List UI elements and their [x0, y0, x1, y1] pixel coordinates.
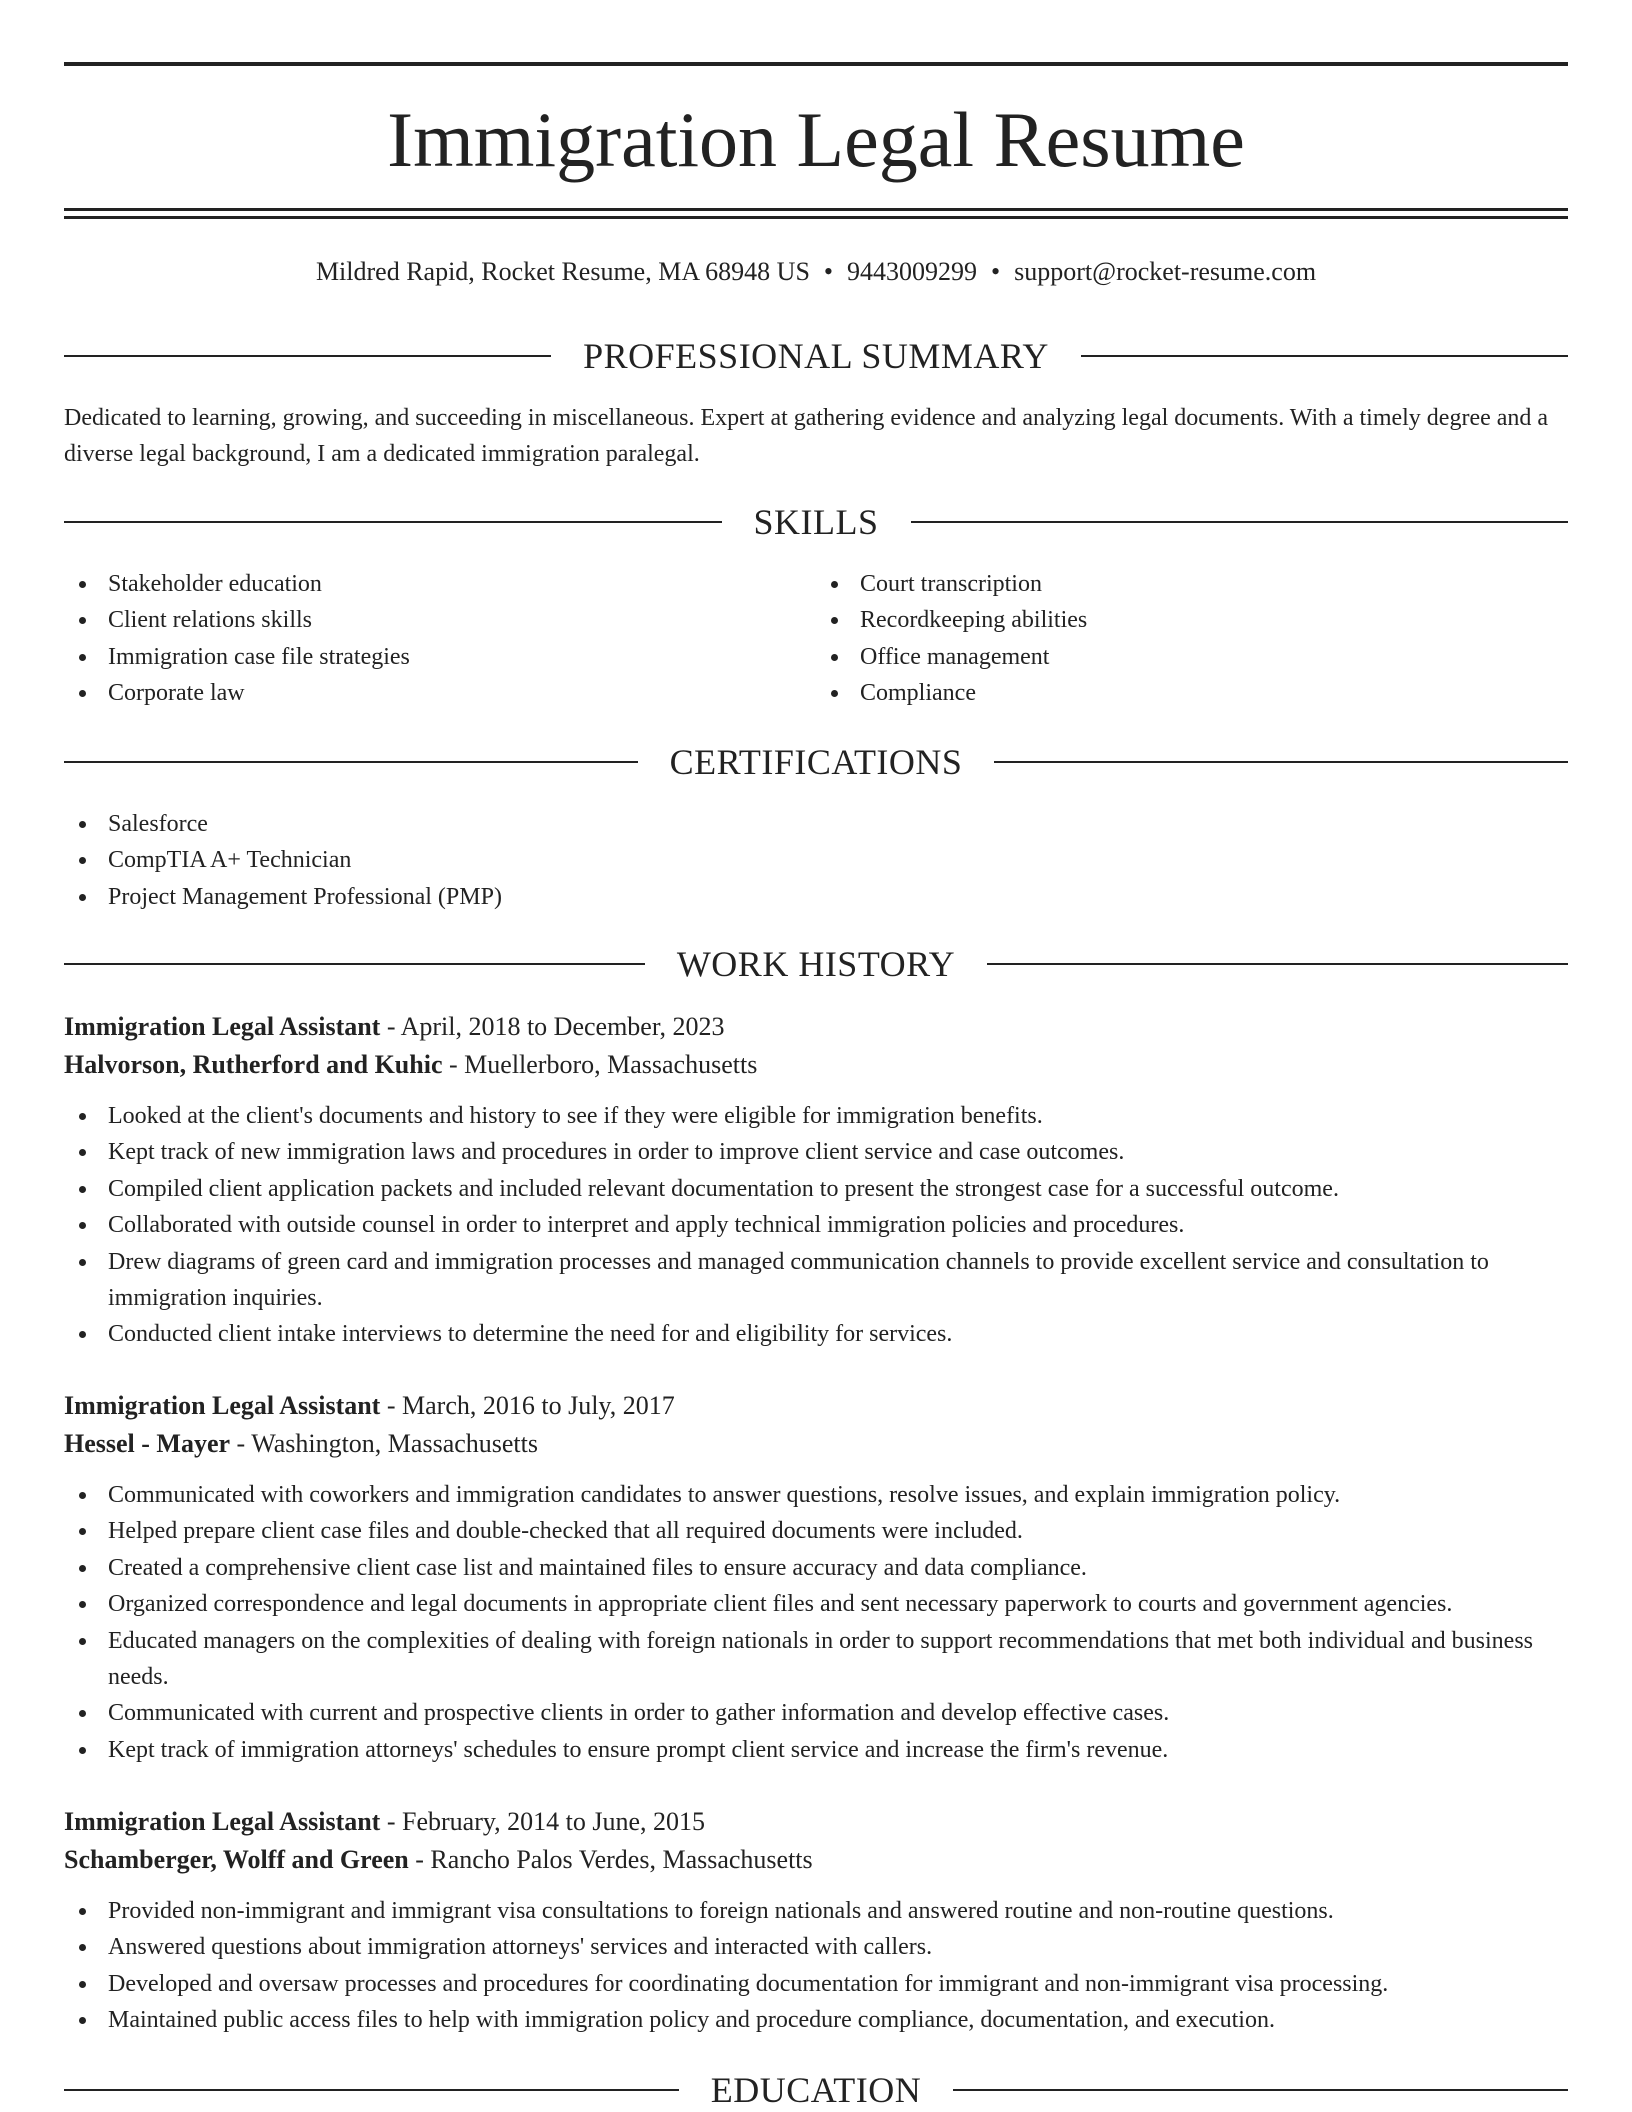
job-bullet: Compiled client application packets and included relevant documentation to present the strongest case for a successful outcome.	[64, 1171, 1568, 1207]
section-header-summary	[64, 334, 1568, 378]
certification-item: CompTIA A+ Technician	[64, 842, 1568, 878]
job-bullet: Helped prepare client case files and double-checked that all required documents were included.	[64, 1513, 1568, 1549]
certification-item: Project Management Professional (PMP)	[64, 879, 1568, 915]
section-title: EDUCATION	[710, 2070, 922, 2110]
contact-separator: •	[991, 257, 1001, 286]
job-company: Hessel - Mayer	[64, 1429, 231, 1458]
skill-item: Immigration case file strategies	[64, 639, 816, 675]
contact-address: Mildred Rapid, Rocket Resume, MA 68948 US	[315, 257, 810, 286]
job-bullet: Drew diagrams of green card and immigration processes and managed communication channels to provide excellent service and consultation to immigration inquiries.	[64, 1244, 1568, 1317]
job-bullet: Communicated with current and prospective clients in order to gather information and develop effective cases.	[64, 1695, 1568, 1731]
skills-list-right	[816, 566, 1568, 712]
job-bullet: Conducted client intake interviews to determine the need for and eligibility for services.	[64, 1316, 1568, 1352]
job-bullet: Provided non-immigrant and immigrant visa consultations to foreign nationals and answered routine and non-routine questions.	[64, 1893, 1568, 1929]
job-location: - Washington, Massachusetts	[230, 1429, 538, 1458]
section-header-certifications	[64, 740, 1568, 784]
skill-item: Recordkeeping abilities	[816, 602, 1568, 638]
job-bullet: Created a comprehensive client case list and maintained files to ensure accuracy and data compliance.	[64, 1550, 1568, 1586]
skill-item: Court transcription	[816, 566, 1568, 602]
job-bullet: Kept track of new immigration laws and procedures in order to improve client service and case outcomes.	[64, 1134, 1568, 1170]
certifications-list	[64, 806, 1568, 915]
job-location: - Muellerboro, Massachusetts	[442, 1050, 758, 1079]
job-bullet: Organized correspondence and legal documents in appropriate client files and sent necessary paperwork to courts and government agencies.	[64, 1586, 1568, 1622]
job-location: - Rancho Palos Verdes, Massachusetts	[408, 1845, 813, 1874]
job-title: Immigration Legal Assistant	[64, 1807, 381, 1836]
skill-item: Compliance	[816, 675, 1568, 711]
contact-phone: 9443009299	[847, 257, 978, 286]
job-bullet: Communicated with coworkers and immigration candidates to answer questions, resolve issues, and explain immigration policy.	[64, 1477, 1568, 1513]
job-title-line	[64, 1008, 1568, 1046]
job-company: Schamberger, Wolff and Green	[64, 1845, 409, 1874]
job-dates: - February, 2014 to June, 2015	[380, 1807, 706, 1836]
summary-text: Dedicated to learning, growing, and succeeding in miscellaneous. Expert at gathering evidence and analyzing legal documents. With a timely degree and a diverse legal background, I am a dedicated immigration paralegal.	[64, 405, 1549, 467]
contact-separator: •	[823, 257, 834, 286]
job-bullet: Collaborated with outside counsel in order to interpret and apply technical immigration policies and procedures.	[64, 1207, 1568, 1243]
section-title: WORK HISTORY	[676, 944, 956, 984]
job-dates: - April, 2018 to December, 2023	[380, 1012, 725, 1041]
skills-columns	[64, 566, 1568, 712]
section-title: SKILLS	[753, 502, 879, 542]
job-title-line	[64, 1387, 1568, 1425]
certification-item: Salesforce	[64, 806, 1568, 842]
job-bullets	[64, 1098, 1568, 1353]
section-title: PROFESSIONAL SUMMARY	[583, 336, 1049, 376]
job-company-line	[64, 1841, 1568, 1879]
job-dates: - March, 2016 to July, 2017	[380, 1391, 675, 1420]
job-title: Immigration Legal Assistant	[64, 1012, 381, 1041]
skill-item: Client relations skills	[64, 602, 816, 638]
job-company: Halvorson, Rutherford and Kuhic	[64, 1050, 443, 1079]
job-bullet: Answered questions about immigration attorneys' services and interacted with callers.	[64, 1929, 1568, 1965]
title-double-rule	[64, 208, 1568, 220]
section-header-work-history	[64, 942, 1568, 986]
job-entry	[64, 1803, 1568, 2039]
skill-item: Office management	[816, 639, 1568, 675]
skill-item: Stakeholder education	[64, 566, 816, 602]
job-bullet: Kept track of immigration attorneys' schedules to ensure prompt client service and increase the firm's revenue.	[64, 1732, 1568, 1768]
contact-line	[64, 254, 1568, 290]
section-title: CERTIFICATIONS	[669, 742, 963, 782]
job-title-line	[64, 1803, 1568, 1841]
resume-title: Immigration Legal Resume	[387, 96, 1245, 183]
job-bullet: Maintained public access files to help with immigration policy and procedure compliance, documentation, and execution.	[64, 2002, 1568, 2038]
job-bullet: Developed and oversaw processes and procedures for coordinating documentation for immigrant and non-immigrant visa processing.	[64, 1966, 1568, 2002]
job-entry	[64, 1387, 1568, 1768]
job-bullet: Looked at the client's documents and history to see if they were eligible for immigration benefits.	[64, 1098, 1568, 1134]
section-header-skills	[64, 500, 1568, 544]
top-rule	[64, 62, 1568, 66]
section-header-education	[64, 2068, 1568, 2112]
job-bullet: Educated managers on the complexities of dealing with foreign nationals in order to support recommendations that met both individual and business needs.	[64, 1623, 1568, 1696]
job-bullets	[64, 1893, 1568, 2039]
job-company-line	[64, 1046, 1568, 1084]
job-company-line	[64, 1425, 1568, 1463]
job-entry	[64, 1008, 1568, 1353]
contact-email: support@rocket-resume.com	[1014, 257, 1317, 286]
job-title: Immigration Legal Assistant	[64, 1391, 381, 1420]
job-bullets	[64, 1477, 1568, 1768]
skill-item: Corporate law	[64, 675, 816, 711]
skills-list-left	[64, 566, 816, 712]
